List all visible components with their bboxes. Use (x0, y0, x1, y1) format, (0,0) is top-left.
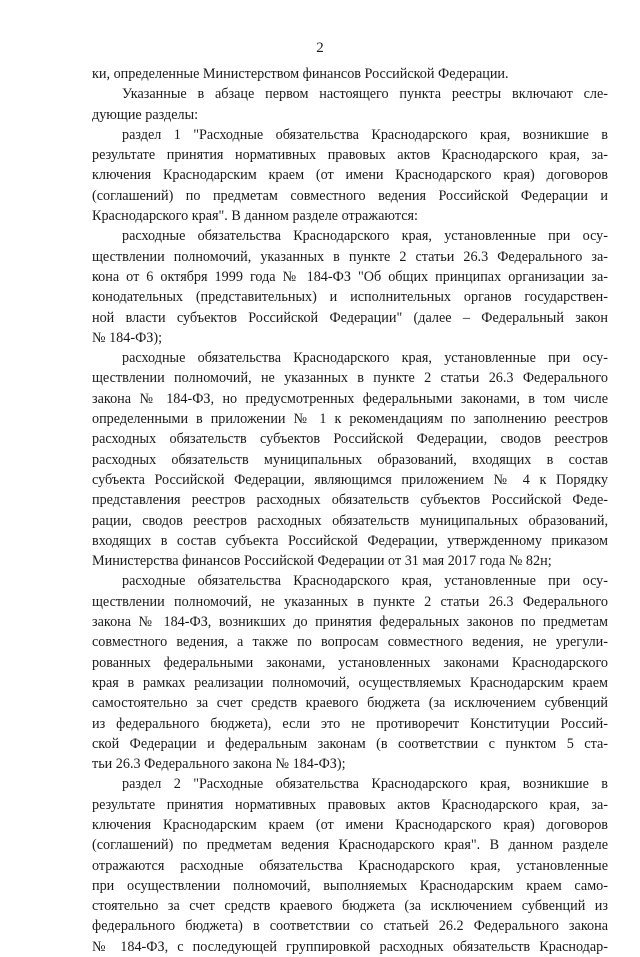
text-line: № 184-ФЗ, с последующей группировкой расходных обязательств Краснодар- (92, 938, 608, 955)
text-line: ществлении полномочий, указанных в пункте 2 статьи 26.3 Федерального за- (92, 248, 608, 265)
text-line: рации, сводов реестров расходных обязательств муниципальных образований, (92, 512, 608, 529)
text-line: расходных обязательств субъектов Российской Федерации, сводов реестров (92, 431, 608, 448)
text-line: Краснодарского края". В данном разделе отражаются: (92, 208, 418, 225)
text-line: кона от 6 октября 1999 года № 184-ФЗ "Об общих принципах организации за- (92, 268, 608, 285)
text-line: края в рамках реализации полномочий, осуществляемых Краснодарским краем (92, 674, 608, 691)
text-line: представления реестров расходных обязательств субъектов Российской Феде- (92, 492, 608, 509)
text-line: ществлении полномочий, не указанных в пункте 2 статьи 26.3 Федерального (92, 593, 608, 610)
document-body (92, 64, 608, 957)
text-line: результате принятия нормативных правовых актов Краснодарского края, за- (92, 796, 608, 813)
text-line: ключения Краснодарским краем (от имени Краснодарского края) договоров (92, 816, 608, 833)
text-line: субъекта Российской Федерации, являющимся приложением № 4 к Порядку (92, 471, 608, 488)
text-line: ской Федерации и федеральным законам (в соответствии с пунктом 5 ста- (92, 735, 608, 752)
text-line: результате принятия нормативных правовых актов Краснодарского края, за- (92, 147, 608, 164)
text-line: раздел 2 "Расходные обязательства Краснодарского края, возникшие в (122, 776, 608, 793)
text-line: рованных федеральными законами, установленных законами Краснодарского (92, 654, 608, 671)
text-line: входящих в состав субъекта Российской Федерации, утвержденному приказом (92, 532, 608, 549)
text-line: отражаются расходные обязательства Краснодарского края, установленные (92, 857, 608, 874)
text-line: расходные обязательства Краснодарского края, установленные при осу- (122, 228, 608, 245)
text-line: дующие разделы: (92, 106, 199, 123)
text-line: закона № 184-ФЗ, но предусмотренных федеральными законами, в том числе (92, 390, 608, 407)
text-line: № 184-ФЗ); (92, 329, 163, 346)
text-line: расходные обязательства Краснодарского края, установленные при осу- (122, 573, 608, 590)
text-line: раздел 1 "Расходные обязательства Краснодарского края, возникшие в (122, 126, 608, 143)
text-line: Указанные в абзаце первом настоящего пункта реестры включают сле- (122, 86, 608, 103)
text-line: закона № 184-ФЗ, возникших до принятия федеральных законов по предметам (92, 614, 608, 631)
text-line: тьи 26.3 Федерального закона № 184-ФЗ); (92, 756, 346, 773)
text-line: расходных обязательств муниципальных образований, входящих в состав (92, 451, 608, 468)
text-line: из федерального бюджета), если это не противоречит Конституции Россий- (92, 715, 608, 732)
text-line: при осуществлении полномочий, выполняемых Краснодарским краем само- (92, 877, 608, 894)
page-number: 2 (316, 40, 324, 56)
text-line: (соглашений) по предметам совместного ведения Российской Федерации и (92, 187, 608, 204)
text-line: Министерства финансов Российской Федерации от 31 мая 2017 года № 82н; (92, 553, 552, 570)
text-line: ки, определенные Министерством финансов Российской Федерации. (92, 66, 509, 82)
text-line: ключения Краснодарским краем (от имени Краснодарского края) договоров (92, 167, 608, 184)
text-line: совместного ведения, а также по вопросам совместного ведения, не урегули- (92, 634, 608, 651)
text-line: ществлении полномочий, не указанных в пункте 2 статьи 26.3 Федерального (92, 370, 608, 387)
text-line: федерального бюджета) в соответствии со статьей 26.2 Федерального закона (92, 918, 608, 935)
text-line: определенными в приложении № 1 к рекомендациям по заполнению реестров (92, 411, 608, 428)
text-line: самостоятельно за счет средств краевого бюджета (за исключением субвенций (92, 695, 608, 712)
text-line: стоятельно за счет средств краевого бюджета (за исключением субвенций из (92, 898, 608, 915)
text-line: (соглашений) по предметам ведения Краснодарского края". В данном разделе (92, 837, 608, 854)
text-line: конодательных (представительных) и исполнительных органов государствен- (92, 289, 608, 306)
text-line: расходные обязательства Краснодарского края, установленные при осу- (122, 350, 608, 367)
text-line: ной власти субъектов Российской Федерации" (далее – Федеральный закон (92, 309, 608, 326)
